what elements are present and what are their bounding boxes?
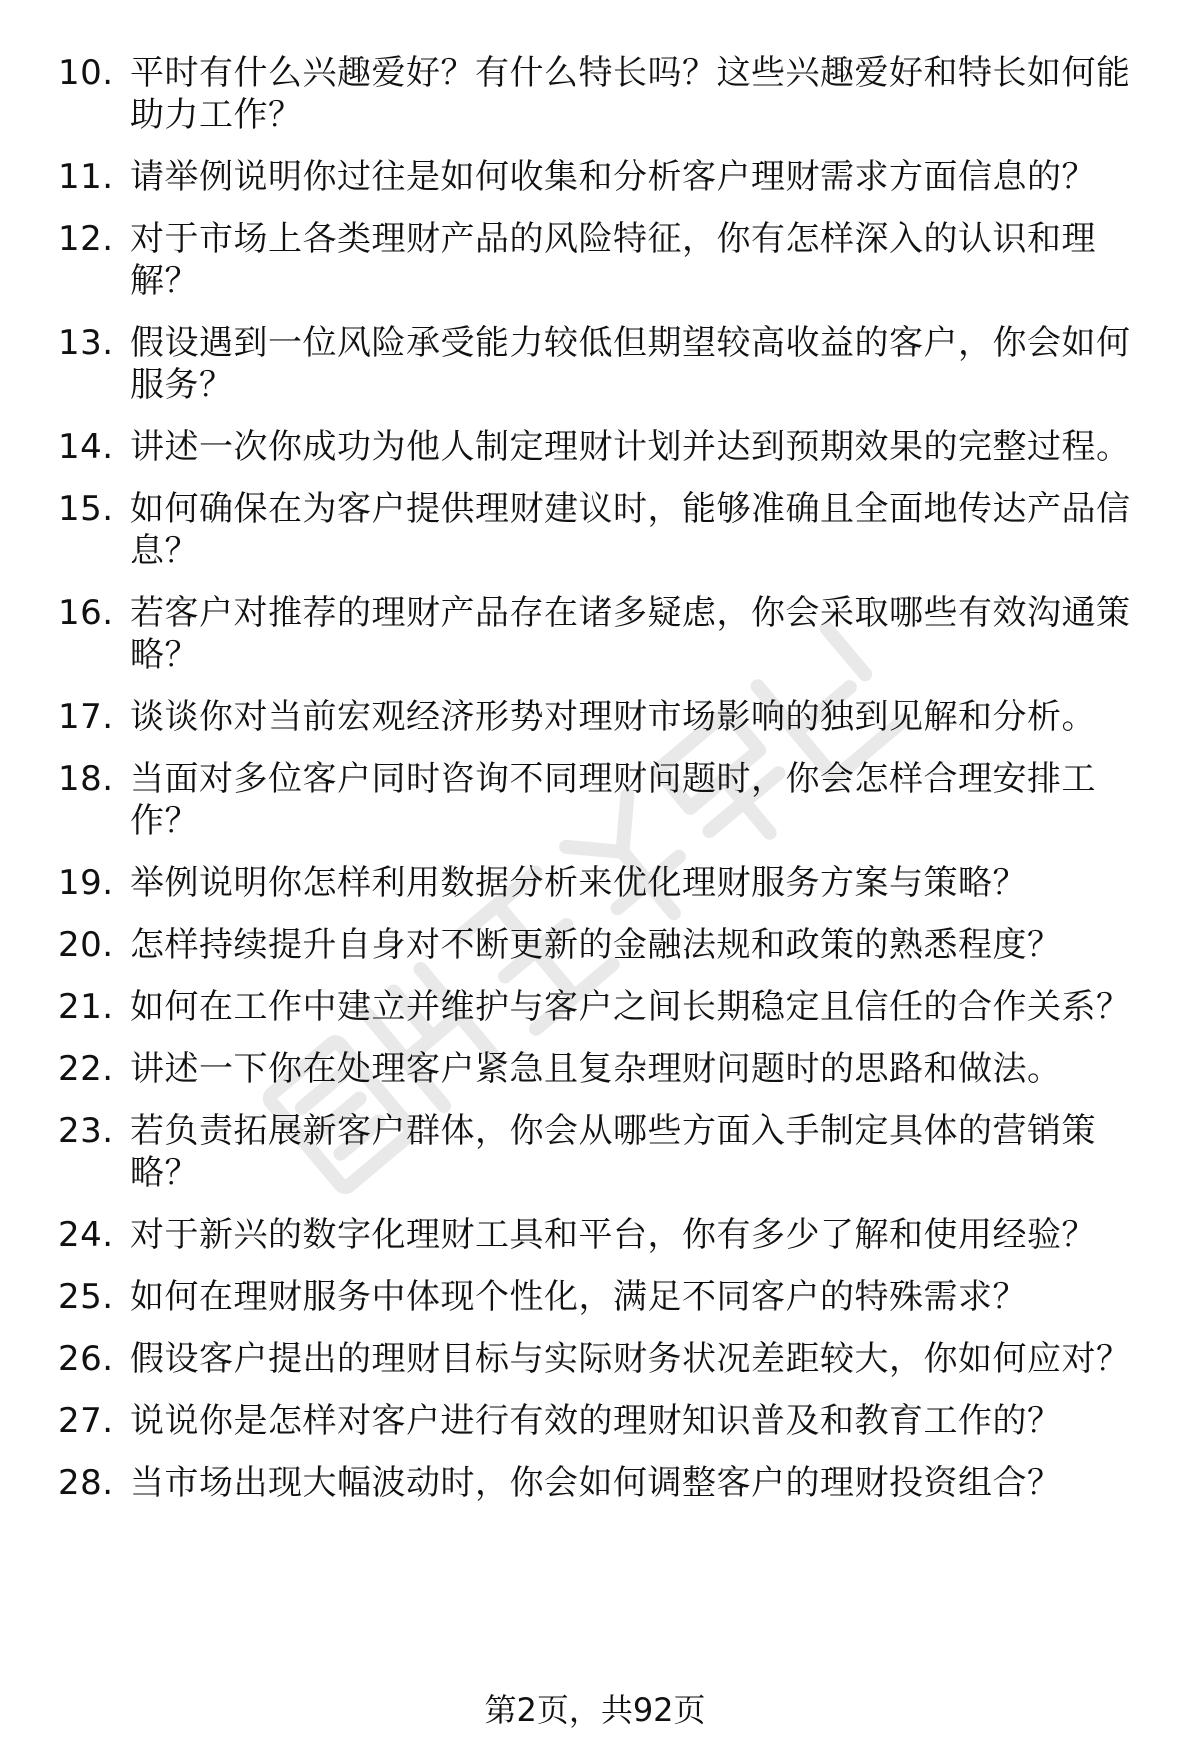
question-text: 如何在理财服务中体现个性化，满足不同客户的特殊需求？ [130, 1277, 1027, 1317]
question-number: 10. [58, 53, 114, 93]
question-list [58, 52, 1148, 1524]
question-text: 当面对多位客户同时咨询不同理财问题时，你会怎样合理安排工作？ [130, 759, 1096, 841]
question-number: 11. [58, 157, 114, 197]
question-text: 说说你是怎样对客户进行有效的理财知识普及和教育工作的？ [130, 1401, 1062, 1441]
question-number: 16. [58, 593, 114, 633]
question-text: 怎样持续提升自身对不断更新的金融法规和政策的熟悉程度？ [130, 925, 1062, 965]
question-number: 22. [58, 1049, 114, 1089]
list-item [58, 758, 1148, 842]
question-number: 24. [58, 1215, 114, 1255]
question-text: 如何确保在为客户提供理财建议时，能够准确且全面地传达产品信息？ [130, 489, 1131, 571]
list-item [58, 1110, 1148, 1194]
question-text: 若负责拓展新客户群体，你会从哪些方面入手制定具体的营销策略？ [130, 1111, 1096, 1193]
list-item [58, 924, 1148, 966]
question-text: 当市场出现大幅波动时，你会如何调整客户的理财投资组合？ [130, 1463, 1062, 1503]
question-text: 平时有什么兴趣爱好？有什么特长吗？这些兴趣爱好和特长如何能助力工作？ [130, 53, 1131, 135]
list-item [58, 1048, 1148, 1090]
question-number: 26. [58, 1339, 114, 1379]
question-text: 假设遇到一位风险承受能力较低但期望较高收益的客户，你会如何服务？ [130, 323, 1131, 405]
question-text: 对于新兴的数字化理财工具和平台，你有多少了解和使用经验？ [130, 1215, 1096, 1255]
list-item [58, 426, 1148, 468]
list-item [58, 322, 1148, 406]
list-item [58, 862, 1148, 904]
page-number-label: 第2页，共92页 [484, 1691, 706, 1729]
question-text: 举例说明你怎样利用数据分析来优化理财服务方案与策略？ [130, 863, 1027, 903]
list-item [58, 696, 1148, 738]
question-text: 对于市场上各类理财产品的风险特征，你有怎样深入的认识和理解？ [130, 219, 1096, 301]
question-number: 13. [58, 323, 114, 363]
question-text: 如何在工作中建立并维护与客户之间长期稳定且信任的合作关系？ [130, 987, 1131, 1027]
list-item [58, 1276, 1148, 1318]
question-number: 28. [58, 1463, 114, 1503]
question-number: 12. [58, 219, 114, 259]
question-number: 20. [58, 925, 114, 965]
question-number: 23. [58, 1111, 114, 1151]
page-footer [0, 1690, 1190, 1730]
question-number: 21. [58, 987, 114, 1027]
question-text: 讲述一下你在处理客户紧急且复杂理财问题时的思路和做法。 [130, 1049, 1062, 1089]
question-number: 27. [58, 1401, 114, 1441]
question-number: 14. [58, 427, 114, 467]
question-number: 19. [58, 863, 114, 903]
question-text: 假设客户提出的理财目标与实际财务状况差距较大，你如何应对？ [130, 1339, 1131, 1379]
question-number: 25. [58, 1277, 114, 1317]
list-item [58, 592, 1148, 676]
question-text: 请举例说明你过往是如何收集和分析客户理财需求方面信息的？ [130, 157, 1096, 197]
question-number: 15. [58, 489, 114, 529]
list-item [58, 218, 1148, 302]
list-item [58, 488, 1148, 572]
question-number: 18. [58, 759, 114, 799]
question-number: 17. [58, 697, 114, 737]
list-item [58, 1338, 1148, 1380]
question-text: 若客户对推荐的理财产品存在诸多疑虑，你会采取哪些有效沟通策略？ [130, 593, 1131, 675]
list-item [58, 986, 1148, 1028]
list-item [58, 1400, 1148, 1442]
list-item [58, 1214, 1148, 1256]
question-text: 谈谈你对当前宏观经济形势对理财市场影响的独到见解和分析。 [130, 697, 1096, 737]
list-item [58, 52, 1148, 136]
question-text: 讲述一次你成功为他人制定理财计划并达到预期效果的完整过程。 [130, 427, 1131, 467]
list-item [58, 1462, 1148, 1504]
list-item [58, 156, 1148, 198]
